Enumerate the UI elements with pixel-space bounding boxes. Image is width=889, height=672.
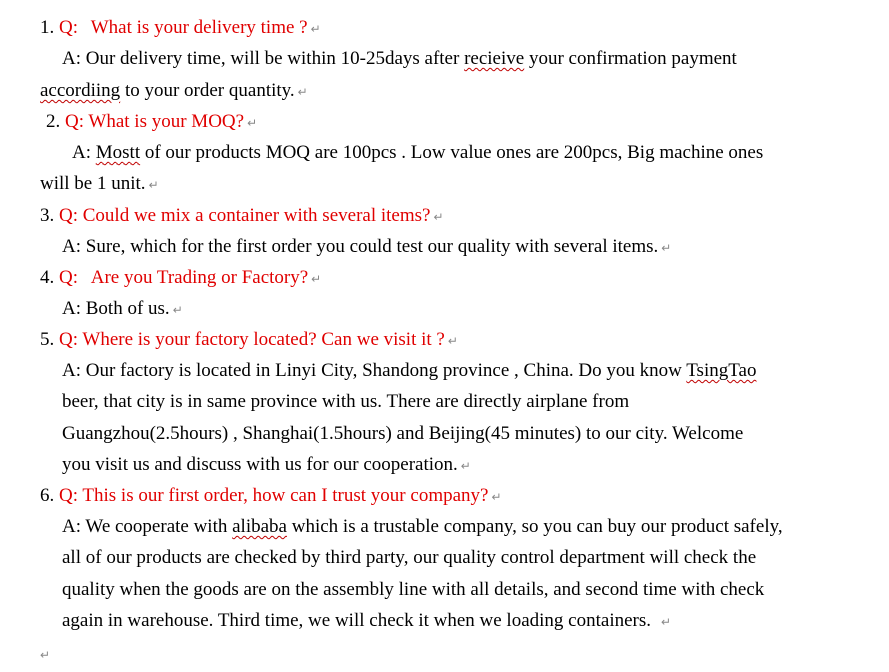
question-text: What is your delivery time ?: [90, 17, 308, 38]
spellcheck-word: accordiing: [40, 80, 121, 101]
answer-2-line-1: [72, 141, 763, 165]
answer-5-line-3: [62, 422, 743, 446]
answer-text: Guangzhou(2.5hours) , Shanghai(1.5hours) and Beijing(45 minutes) to our city. Welcome: [62, 423, 744, 444]
question-text: Are you Trading or Factory?: [90, 267, 309, 288]
answer-1-line-1: [62, 47, 737, 71]
question-2: [46, 110, 257, 135]
paragraph-mark-icon: ↵: [40, 648, 51, 662]
spellcheck-word: Mostt: [95, 142, 141, 163]
answer-text: A:: [72, 142, 96, 163]
question-text: Q: What is your MOQ?: [65, 111, 245, 132]
question-prefix: Q:: [59, 17, 78, 38]
answer-text: all of our products are checked by third party, our quality control department will check the: [62, 547, 757, 568]
answer-1-line-2: [40, 79, 308, 104]
spellcheck-word: alibaba: [232, 516, 287, 537]
paragraph-mark-icon: ↵: [661, 241, 672, 255]
answer-text: beer, that city is in same province with us. There are directly airplane from: [62, 391, 630, 412]
answer-5-line-4: [62, 453, 471, 478]
answer-2-line-2: [40, 172, 159, 197]
question-text: Q: Could we mix a container with several items?: [59, 205, 431, 226]
paragraph-mark-icon: ↵: [297, 85, 308, 99]
question-text: Q: Where is your factory located? Can we visit it ?: [59, 329, 445, 350]
answer-text: A: Both of us.: [62, 298, 170, 319]
item-number: 5.: [40, 329, 55, 350]
paragraph-mark-icon: ↵: [172, 303, 183, 317]
question-text: Q: This is our first order, how can I trust your company?: [59, 485, 489, 506]
answer-text: A: Sure, which for the first order you could test our quality with several items.: [62, 236, 659, 257]
answer-text: of our products MOQ are 100pcs . Low value ones are 200pcs, Big machine ones: [140, 142, 764, 163]
answer-text: your confirmation payment: [524, 48, 737, 69]
spellcheck-word: TsingTao: [686, 360, 757, 381]
question-1: [40, 16, 321, 41]
answer-text: A: Our factory is located in Linyi City, Shandong province , China. Do you know: [62, 360, 687, 381]
answer-6-line-3: [62, 578, 764, 602]
answer-text: A: We cooperate with: [62, 516, 233, 537]
answer-text: will be 1 unit.: [40, 173, 146, 194]
answer-6-line-4: [62, 609, 671, 634]
answer-text: you visit us and discuss with us for our cooperation.: [62, 454, 458, 475]
paragraph-mark-icon: ↵: [148, 178, 159, 192]
answer-3-line-1: [62, 235, 671, 260]
spellcheck-word: recieive: [464, 48, 525, 69]
question-6: [40, 484, 502, 509]
answer-5-line-1: [62, 359, 756, 383]
answer-text: to your order quantity.: [120, 80, 295, 101]
answer-5-line-2: [62, 390, 629, 414]
question-3: [40, 204, 444, 229]
answer-6-line-2: [62, 546, 756, 570]
item-number: 2.: [46, 111, 61, 132]
paragraph-mark-icon: ↵: [491, 490, 502, 504]
question-5: [40, 328, 458, 353]
paragraph-mark-icon: ↵: [247, 116, 258, 130]
empty-paragraph: [40, 642, 50, 667]
answer-6-line-1: [62, 515, 783, 539]
answer-text: again in warehouse. Third time, we will check it when we loading containers.: [62, 610, 651, 631]
paragraph-mark-icon: ↵: [661, 615, 672, 629]
paragraph-mark-icon: ↵: [447, 334, 458, 348]
paragraph-mark-icon: ↵: [311, 272, 322, 286]
item-number: 3.: [40, 205, 55, 226]
item-number: 6.: [40, 485, 55, 506]
item-number: 4.: [40, 267, 55, 288]
question-4: [40, 266, 321, 291]
answer-text: quality when the goods are on the assembly line with all details, and second time with check: [62, 579, 765, 600]
item-number: 1.: [40, 17, 55, 38]
paragraph-mark-icon: ↵: [310, 22, 321, 36]
answer-text: A: Our delivery time, will be within 10-25days after: [62, 48, 465, 69]
paragraph-mark-icon: ↵: [433, 210, 444, 224]
paragraph-mark-icon: ↵: [460, 459, 471, 473]
question-prefix: Q:: [59, 267, 78, 288]
answer-text: which is a trustable company, so you can buy our product safely,: [286, 516, 783, 537]
answer-4-line-1: [62, 297, 183, 322]
